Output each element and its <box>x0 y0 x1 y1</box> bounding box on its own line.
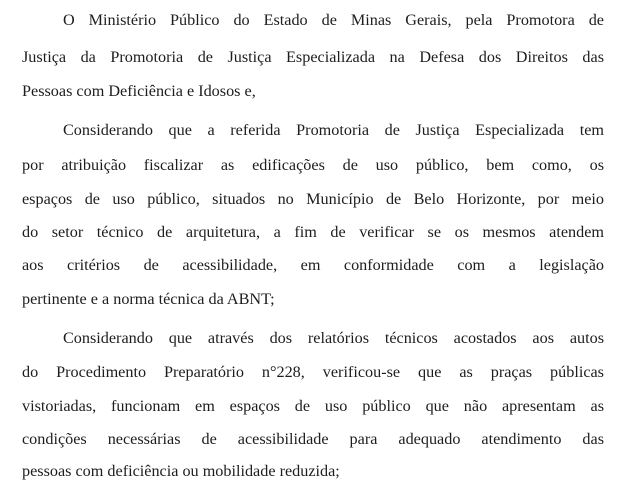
paragraph-2-line-2: por atribuição fiscalizar as edificações de uso público, bem como, os <box>22 156 604 174</box>
paragraph-3-line-2: do Procedimento Preparatório n°228, verificou-se que as praças públicas <box>22 363 604 381</box>
paragraph-2-line-4: do setor técnico de arquitetura, a fim de verificar se os mesmos atendem <box>22 223 604 241</box>
paragraph-1-line-3: Pessoas com Deficiência e Idosos e, <box>22 82 256 100</box>
paragraph-1-line-2: Justiça da Promotoria de Justiça Especializada na Defesa dos Direitos das <box>22 48 604 66</box>
paragraph-1-line-1: O Ministério Público do Estado de Minas Gerais, pela Promotora de <box>63 11 604 29</box>
paragraph-3-line-5: pessoas com deficiência ou mobilidade reduzida; <box>22 462 340 480</box>
paragraph-2-line-1: Considerando que a referida Promotoria de Justiça Especializada tem <box>63 121 604 139</box>
paragraph-2-line-5: aos critérios de acessibilidade, em conformidade com a legislação <box>22 256 604 274</box>
paragraph-3-line-4: condições necessárias de acessibilidade para adequado atendimento das <box>22 430 604 448</box>
paragraph-2-line-3: espaços de uso público, situados no Município de Belo Horizonte, por meio <box>22 190 604 208</box>
paragraph-3-line-1: Considerando que através dos relatórios técnicos acostados aos autos <box>63 329 604 347</box>
paragraph-3-line-3: vistoriadas, funcionam em espaços de uso público que não apresentam as <box>22 397 604 415</box>
paragraph-2-line-6: pertinente e a norma técnica da ABNT; <box>22 290 275 308</box>
